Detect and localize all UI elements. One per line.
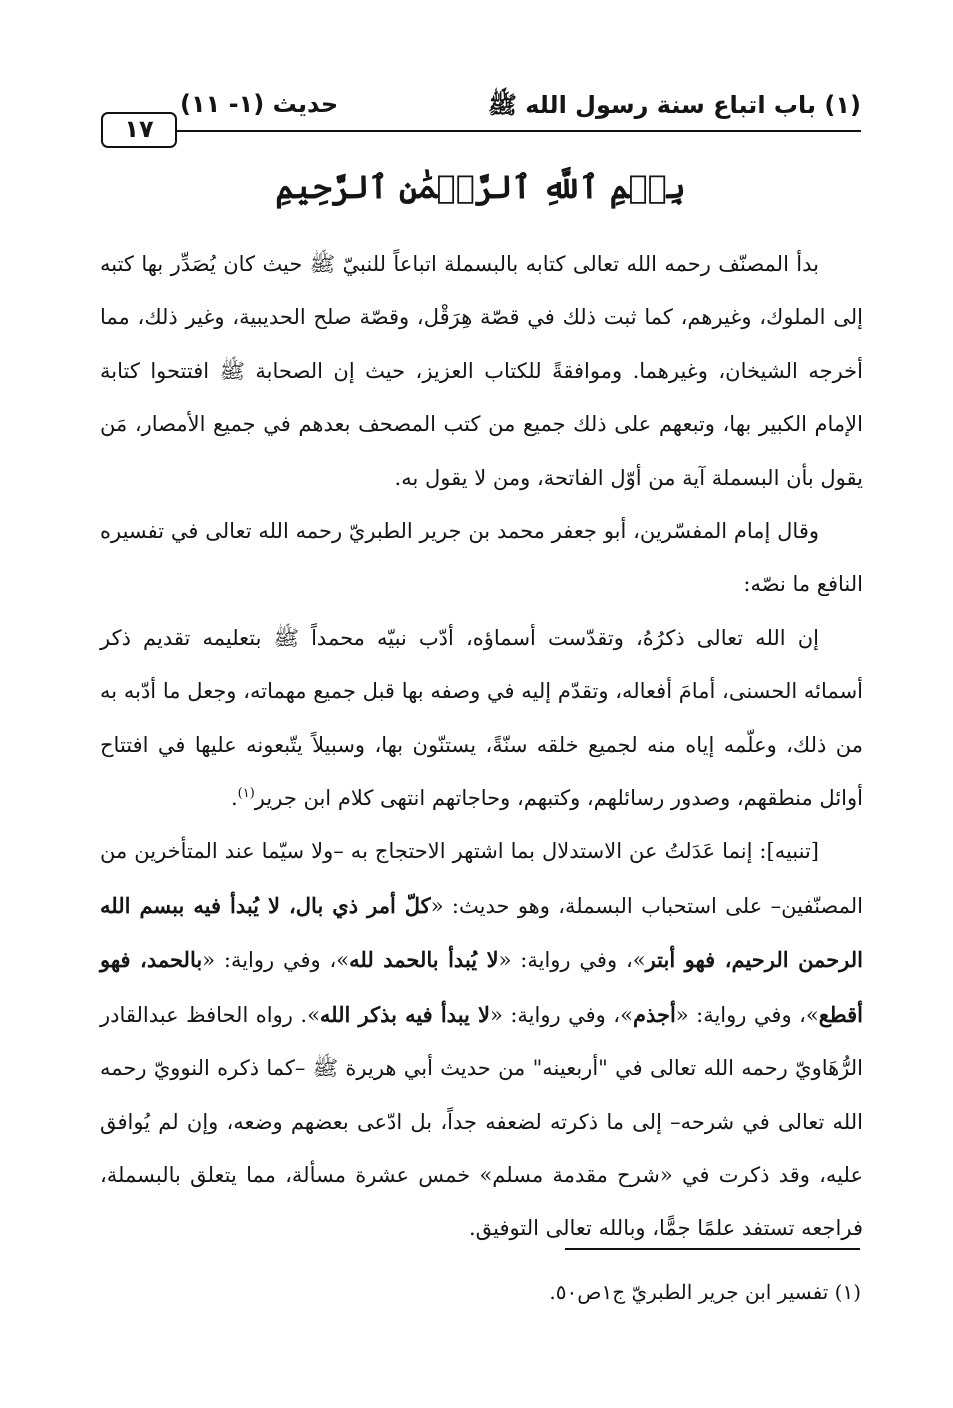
- tanbih-text: »، وفي رواية: «: [675, 1002, 819, 1027]
- header-rule: [176, 130, 861, 132]
- tanbih-text: [تنبيه]: إنما عَدَلتُ عن الاستدلال بما اشتهر الاحتجاج به –ولا سيّما عند المتأخرين من المصنّفين– على استحباب البسملة، وهو حديث: «: [100, 839, 863, 918]
- page-number: ١٧: [101, 112, 177, 148]
- footnote: (١) تفسير ابن جرير الطبريّ ج١ص٥٠.: [549, 1280, 861, 1304]
- hadith-quote: بالحمد، فهو أقطع: [100, 947, 863, 1027]
- hadith-quote: لا يبدأ فيه بذكر الله: [319, 1001, 490, 1027]
- paragraph-tabari-intro: وقال إمام المفسّرين، أبو جعفر محمد بن جرير الطبريّ رحمه الله تعالى في تفسيره النافع ما نصّه:: [100, 519, 863, 597]
- paragraph-tanbih: [100, 825, 863, 1255]
- tanbih-text: »، وفي رواية: «: [498, 948, 646, 973]
- tanbih-text: »، وفي رواية: «: [202, 948, 350, 973]
- main-text: [100, 238, 863, 1256]
- quote-text: إن الله تعالى ذكرُهُ، وتقدّست أسماؤه، أدّب نبيّه محمداً ﷺ بتعليمه تقديم ذكر أسمائه الحسنى، أمامَ أفعاله، وتقدّم إليه في وصفه بها قبل جميع مهماته، وجعل ما أدّبه به من ذلك، وعلّمه إياه منه لجميع خلقه سنّةً، يستنّون بها، وسبيلاً يتّبعونه عليها في افتتاح أوائل منطقهم، وصدور رسائلهم، وكتبهم، وحاجاتهم انتهى كلام ابن جرير: [100, 625, 863, 811]
- paragraph-intro: بدأ المصنّف رحمه الله تعالى كتابه بالبسملة اتباعاً للنبيّ ﷺ حيث كان يُصَدِّر بها كتبه إلى الملوك، وغيرهم، كما ثبت ذلك في قصّة هِرَقْل، وقصّة صلح الحديبية، وغير ذلك، مما أخرجه الشيخان، وغيرهما. وموافقةً للكتاب العزيز، حيث إن الصحابة ﷺ افتتحوا كتابة الإمام الكبير بها، وتبعهم على ذلك جميع من كتب المصحف بعدهم في جميع الأمصار، مَن يقول بأن البسملة آية من أوّل الفاتحة، ومن لا يقول به.: [100, 252, 863, 490]
- chapter-title: (١) باب اتباع سنة رسول الله ﷺ: [487, 91, 861, 119]
- hadith-range: حديث (١- ١١): [180, 90, 339, 118]
- hadith-quote: لا يُبدأ بالحمد لله: [349, 947, 499, 973]
- hadith-quote: أجذم: [632, 1001, 676, 1027]
- footnote-ref: (١): [237, 786, 255, 802]
- hadith-quote: كلّ أمر ذي بال، لا يُبدأ فيه ببسم الله الرحمن الرحيم، فهو أبتر: [100, 892, 863, 973]
- footnote-rule: [565, 1248, 860, 1250]
- basmala: بِسۡمِ ٱللَّهِ ٱلرَّحۡمَٰنِ ٱلرَّحِيمِ: [275, 168, 686, 206]
- paragraph-tabari-quote: [100, 612, 863, 826]
- quote-end: .: [230, 786, 238, 811]
- tanbih-text: ». رواه الحافظ عبدالقادر الرُّهَاويّ رحمه الله تعالى في "أربعينه" من حديث أبي هريرة ﷺ –كما ذكره النوويّ رحمه الله تعالى في شرحه– إلى ما ذكرته لضعفه جداً، بل ادّعى بعضهم وضعه، وإن لم يُوافق عليه، وقد ذكرت في «شرح مقدمة مسلم» خمس عشرة مسألة، مما يتعلق بالبسملة، فراجعه تستفد علمًا جمًّا، وبالله تعالى التوفيق.: [100, 1002, 863, 1241]
- tanbih-text: »، وفي رواية: «: [490, 1002, 633, 1027]
